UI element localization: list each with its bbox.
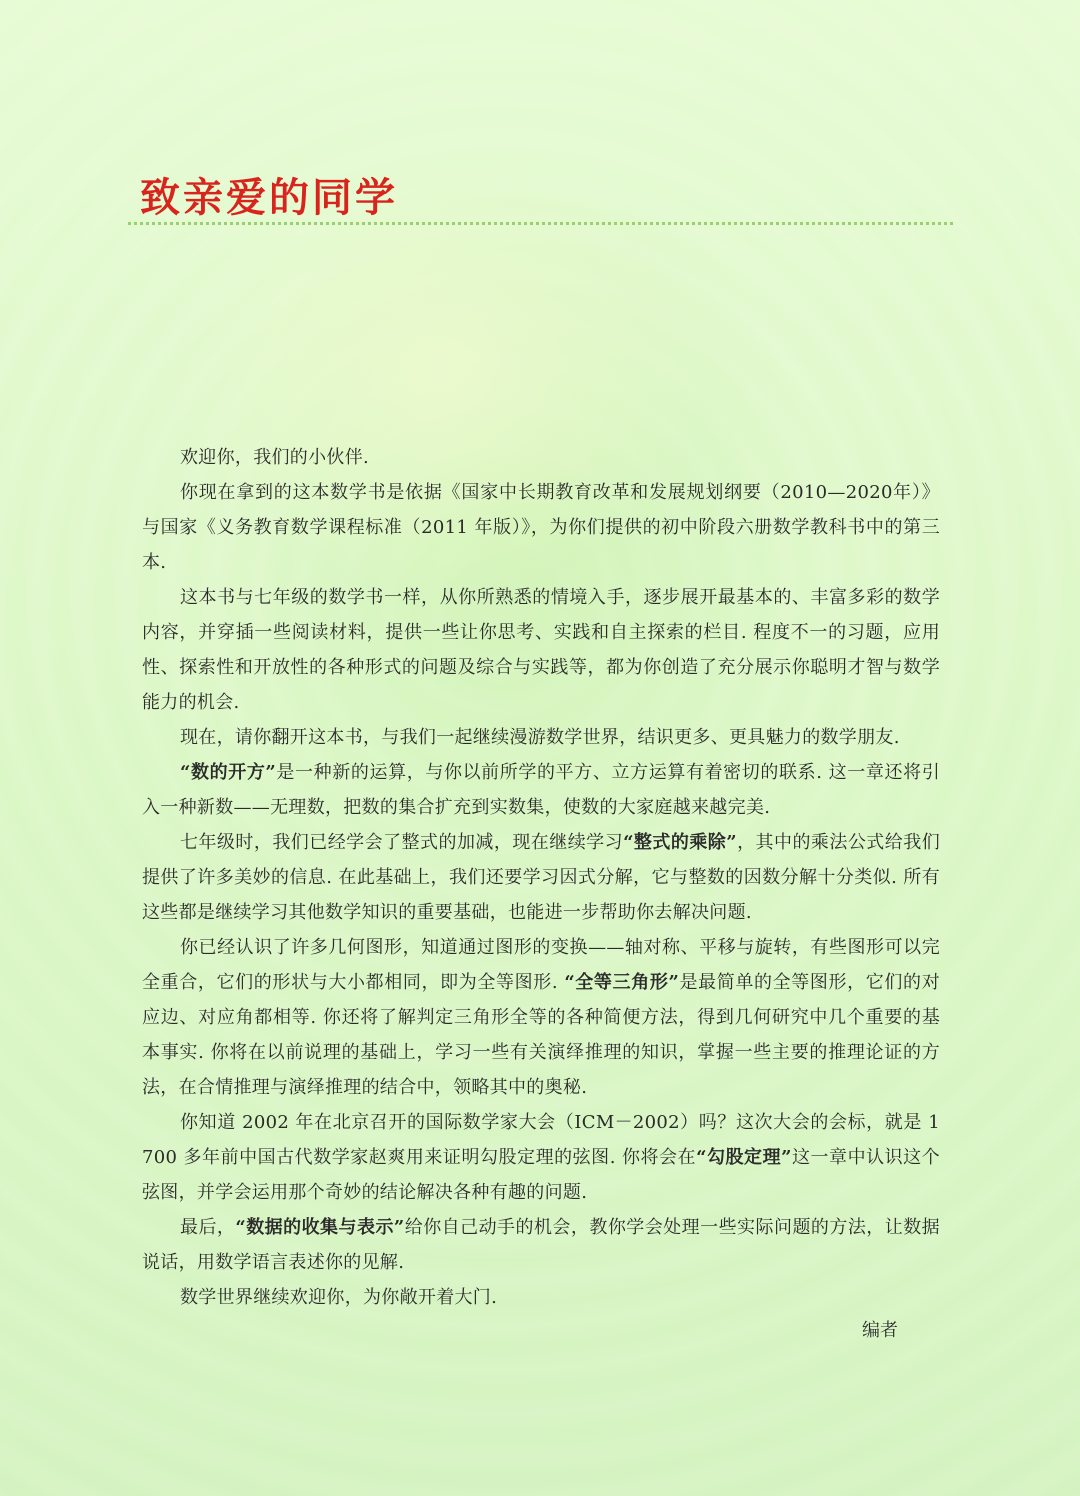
text-run: 数学世界继续欢迎你，为你敞开着大门. <box>180 1287 498 1308</box>
text-run: ，其中的乘法公式给我们提供了许多美妙的信息. 在此基础上，我们还要学习因式分解，它与整数的因数分解十分类似. 所有这些都是继续学习其他数学知识的重要基础，也能进一步帮助你去解决问题. <box>142 832 940 923</box>
title-divider <box>128 222 953 225</box>
paragraph <box>142 1210 940 1280</box>
paragraph <box>142 440 940 475</box>
page-title: 致亲爱的同学 <box>140 174 398 221</box>
text-run: 现在，请你翻开这本书，与我们一起继续漫游数学世界，结识更多、更具魅力的数学朋友. <box>180 727 900 748</box>
text-run: 欢迎你，我们的小伙伴. <box>180 447 370 468</box>
signature: 编者 <box>862 1320 898 1341</box>
emphasis-term: “勾股定理” <box>696 1147 792 1168</box>
paragraph <box>142 475 940 580</box>
text-run: 是最简单的全等图形，它们的对应边、对应角都相等. 你还将了解判定三角形全等的各种简便方法，得到几何研究中几个重要的基本事实. 你将在以前说理的基础上，学习一些有关演绎推理的知识，掌握一些主要的推理论证的方法，在合情推理与演绎推理的结合中，领略其中的奥秘. <box>142 972 940 1098</box>
paragraph <box>142 720 940 755</box>
text-run: 七年级时，我们已经学会了整式的加减，现在继续学习 <box>180 832 624 853</box>
emphasis-term: “整式的乘除” <box>623 832 737 853</box>
paragraph <box>142 930 940 1105</box>
text-run: 你已经认识了许多几何图形，知道通过图形的变换——轴对称、平移与旋转，有些图形可以完全重合，它们的形状与大小都相同，即为全等图形. <box>142 937 940 993</box>
emphasis-term: “数据的收集与表示” <box>235 1217 405 1238</box>
letter-body <box>142 440 940 1315</box>
text-run: 你知道 2002 年在北京召开的国际数学家大会（ICM－2002）吗？这次大会的会标，就是 1 700 多年前中国古代数学家赵爽用来证明勾股定理的弦图. 你将会在 <box>142 1112 940 1168</box>
paragraph <box>142 580 940 720</box>
paragraph <box>142 825 940 930</box>
paragraph <box>142 755 940 825</box>
paragraph <box>142 1280 940 1315</box>
emphasis-term: “全等三角形” <box>564 972 680 993</box>
text-run: 最后， <box>180 1217 236 1238</box>
paragraph <box>142 1105 940 1210</box>
text-run: 给你自己动手的机会，教你学会处理一些实际问题的方法，让数据说话，用数学语言表述你的见解. <box>142 1217 940 1273</box>
text-run: 这一章中认识这个弦图，并学会运用那个奇妙的结论解决各种有趣的问题. <box>142 1147 940 1203</box>
text-run: 是一种新的运算，与你以前所学的平方、立方运算有着密切的联系. 这一章还将引入一种新数——无理数，把数的集合扩充到实数集，使数的大家庭越来越完美. <box>142 762 940 818</box>
text-run: 这本书与七年级的数学书一样，从你所熟悉的情境入手，逐步展开最基本的、丰富多彩的数学内容，并穿插一些阅读材料，提供一些让你思考、实践和自主探索的栏目. 程度不一的习题，应用性、探索性和开放性的各种形式的问题及综合与实践等，都为你创造了充分展示你聪明才智与数学能力的机会. <box>142 587 940 713</box>
emphasis-term: “数的开方” <box>180 762 277 783</box>
text-run: 你现在拿到的这本数学书是依据《国家中长期教育改革和发展规划纲要（2010—2020年）》与国家《义务教育数学课程标准（2011 年版）》，为你们提供的初中阶段六册数学教科书中的第三本. <box>142 482 940 573</box>
